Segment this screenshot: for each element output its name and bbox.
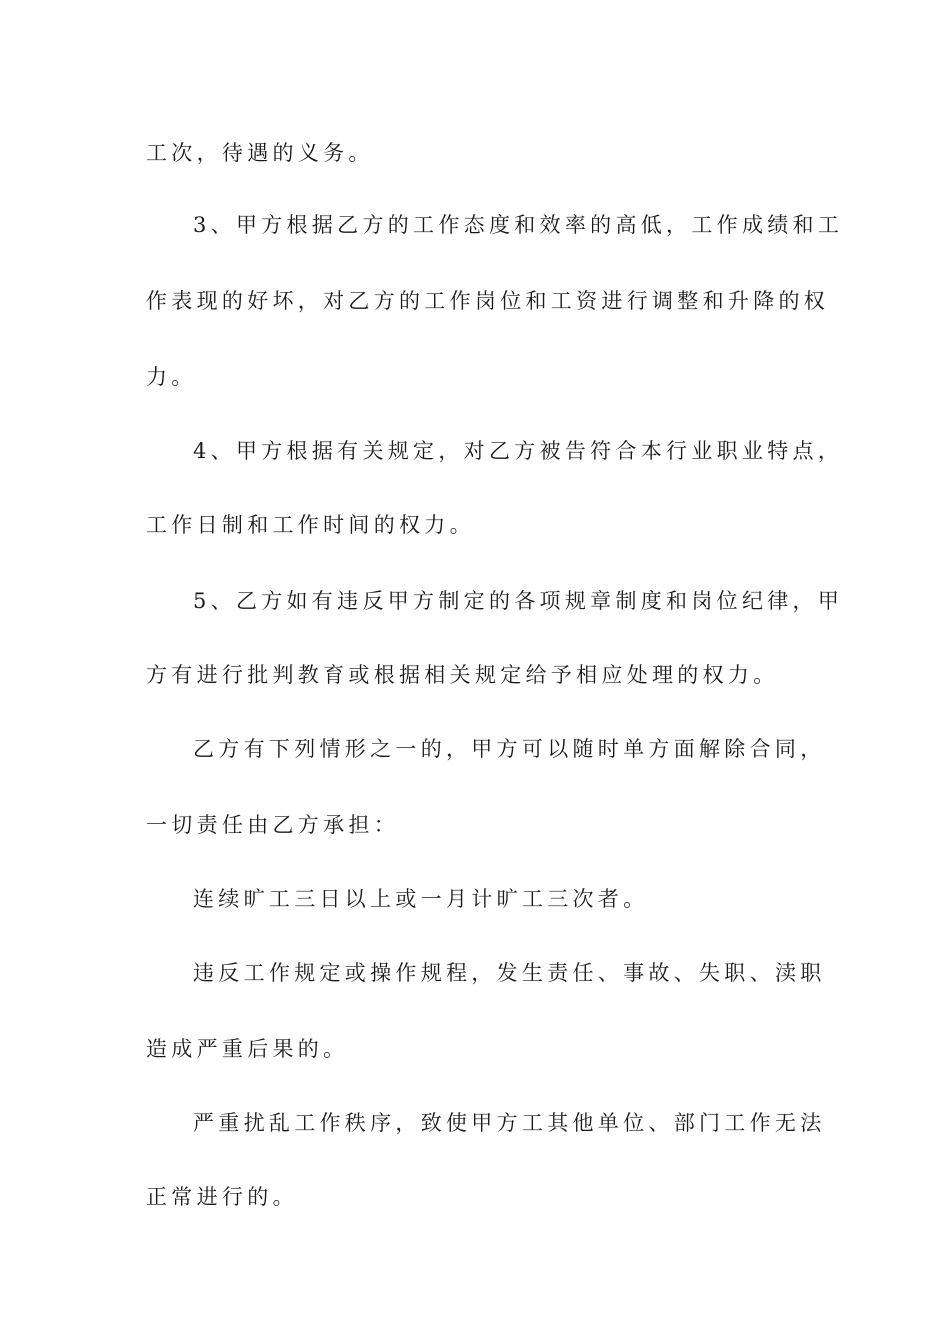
text-line-13: 造成严重后果的。: [146, 1037, 349, 1061]
text-line-8: 方有进行批判教育或根据相关规定给予相应处理的权力。: [146, 663, 779, 687]
text-line-1: 工次，待遇的义务。: [146, 141, 374, 165]
text-line-9: 乙方有下列情形之一的，甲方可以随时单方面解除合同，: [193, 737, 826, 761]
text-line-7: 5、乙方如有违反甲方制定的各项规章制度和岗位纪律，甲: [193, 589, 844, 613]
text-line-5: 4、甲方根据有关规定，对乙方被告符合本行业职业特点，: [193, 439, 844, 463]
text-line-14: 严重扰乱工作秩序，致使甲方工其他单位、部门工作无法: [193, 1111, 826, 1135]
text-line-2: 3、甲方根据乙方的工作态度和效率的高低，工作成绩和工: [193, 213, 844, 237]
text-line-10: 一切责任由乙方承担：: [146, 813, 399, 837]
text-line-12: 违反工作规定或操作规程，发生责任、事故、失职、渎职: [193, 961, 826, 985]
text-line-4: 力。: [146, 365, 197, 389]
text-line-11: 连续旷工三日以上或一月计旷工三次者。: [193, 887, 649, 911]
text-line-6: 工作日制和工作时间的权力。: [146, 513, 475, 537]
text-line-3: 作表现的好坏，对乙方的工作岗位和工资进行调整和升降的权: [146, 289, 830, 313]
text-line-15: 正常进行的。: [146, 1185, 298, 1209]
